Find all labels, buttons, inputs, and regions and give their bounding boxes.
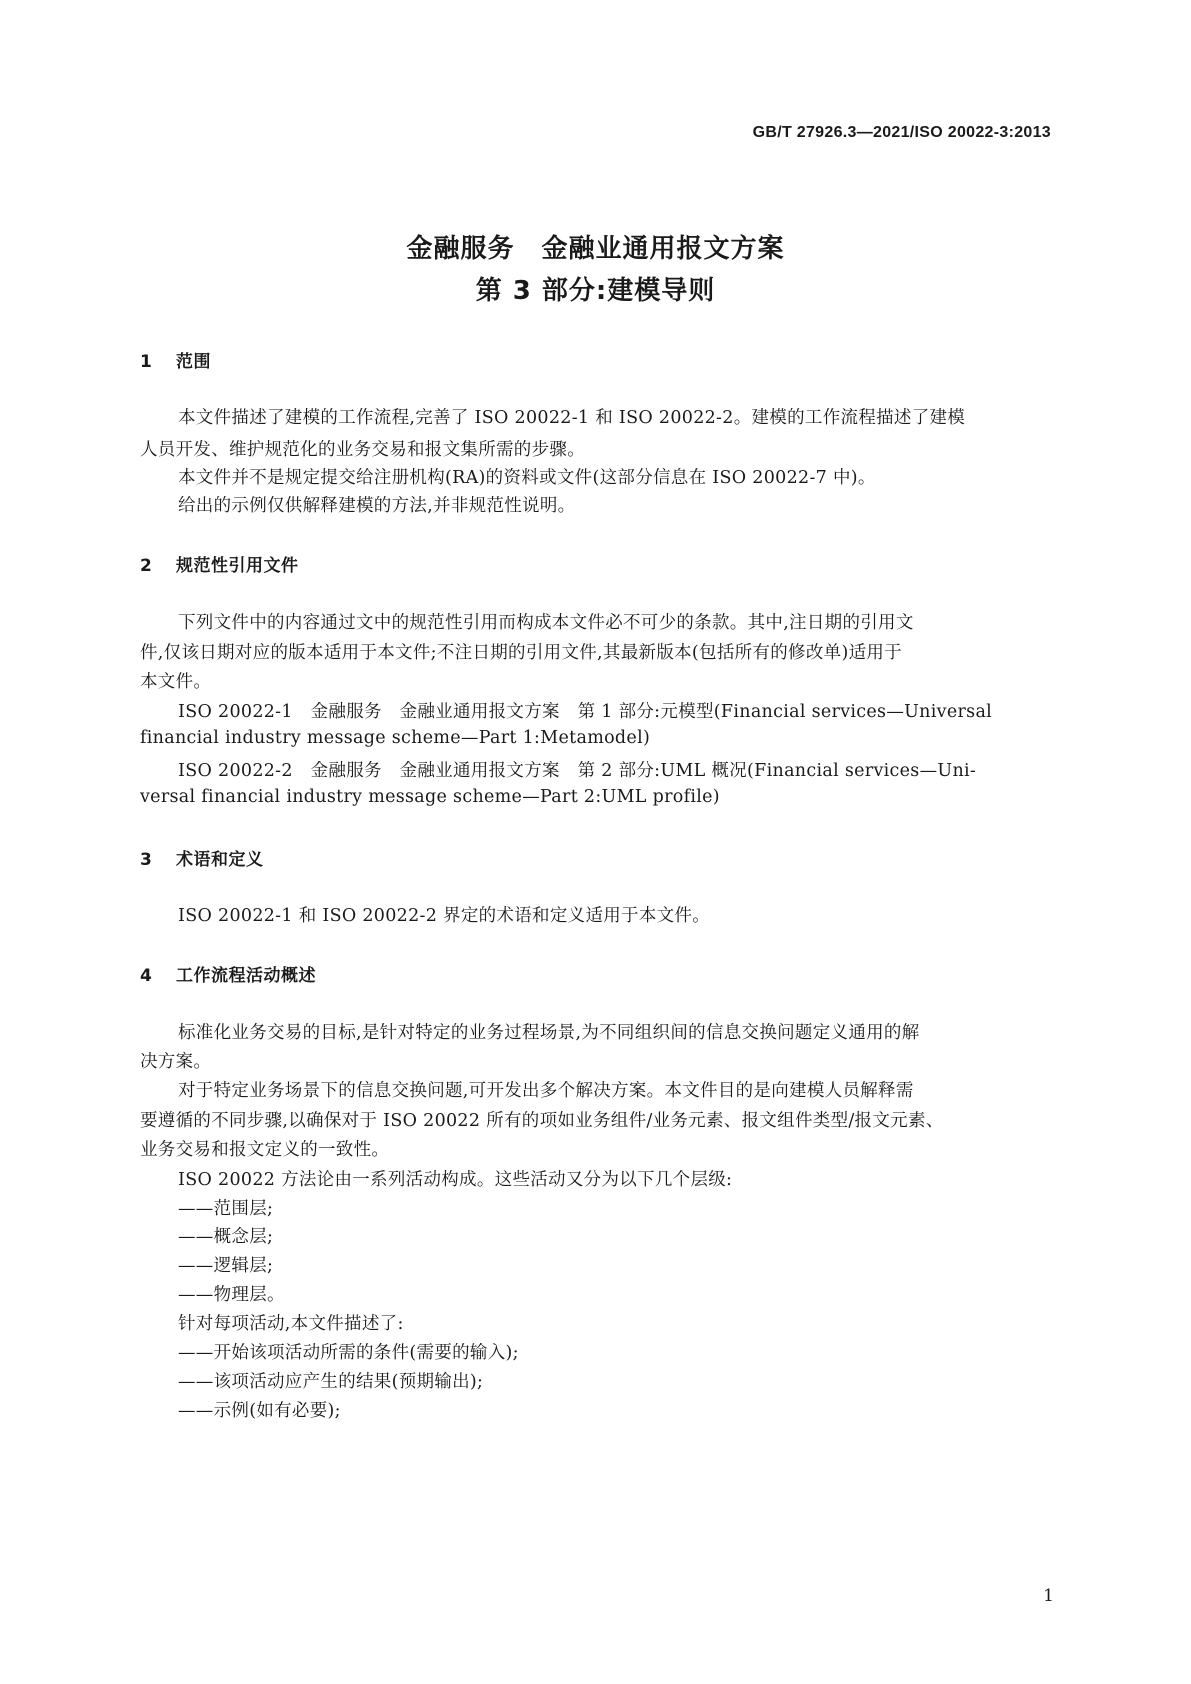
section-title: 范围 [176, 352, 211, 372]
section-4-heading [140, 961, 316, 986]
section-title: 工作流程活动概述 [176, 966, 316, 986]
section-number: 2 [140, 556, 153, 576]
section-title: 术语和定义 [176, 850, 264, 870]
reference-entry-continued: financial industry message scheme—Part 1:Metamodel) [140, 728, 651, 748]
paragraph-line: 人员开发、维护规范化的业务交易和报文集所需的步骤。 [140, 440, 585, 460]
paragraph-line: ISO 20022 方法论由一系列活动构成。这些活动又分为以下几个层级: [178, 1170, 733, 1190]
paragraph-line: ISO 20022-1 和 ISO 20022-2 界定的术语和定义适用于本文件。 [178, 906, 711, 926]
reference-entry: ISO 20022-2 金融服务 金融业通用报文方案 第 2 部分:UML 概况(Financial services—Uni- [178, 761, 977, 781]
list-item: ——物理层。 [178, 1285, 285, 1305]
paragraph-line: 标准化业务交易的目标,是针对特定的业务过程场景,为不同组织间的信息交换问题定义通用的解 [178, 1023, 920, 1043]
paragraph-line: 下列文件中的内容通过文中的规范性引用而构成本文件必不可少的条款。其中,注日期的引用文 [178, 613, 914, 633]
paragraph-line: 业务交易和报文定义的一致性。 [140, 1140, 390, 1160]
section-3-heading [140, 845, 264, 870]
reference-entry-continued: versal financial industry message scheme—Part 2:UML profile) [140, 787, 720, 807]
section-number: 4 [140, 966, 153, 986]
page-number: 1 [1043, 1586, 1054, 1606]
paragraph-line: 针对每项活动,本文件描述了: [178, 1314, 404, 1334]
paragraph-line: 本文件。 [140, 672, 212, 692]
list-item: ——概念层; [178, 1227, 274, 1247]
reference-entry: ISO 20022-1 金融服务 金融业通用报文方案 第 1 部分:元模型(Financial services—Universal [178, 702, 993, 722]
list-item: ——开始该项活动所需的条件(需要的输入); [178, 1343, 519, 1363]
paragraph-line: 要遵循的不同步骤,以确保对于 ISO 20022 所有的项如业务组件/业务元素、报文组件类型/报文元素、 [140, 1111, 944, 1131]
paragraph-line: 件,仅该日期对应的版本适用于本文件;不注日期的引用文件,其最新版本(包括所有的修改单)适用于 [140, 643, 902, 663]
standard-number: GB/T 27926.3—2021/ISO 20022-3:2013 [752, 124, 1051, 141]
paragraph-line: 本文件并不是规定提交给注册机构(RA)的资料或文件(这部分信息在 ISO 20022-7 中)。 [178, 468, 876, 488]
paragraph-line: 对于特定业务场景下的信息交换问题,可开发出多个解决方案。本文件目的是向建模人员解释需 [178, 1081, 914, 1101]
document-subtitle: 第 3 部分:建模导则 [475, 276, 716, 306]
list-item: ——范围层; [178, 1199, 274, 1219]
section-number: 3 [140, 850, 153, 870]
section-number: 1 [140, 352, 153, 372]
document-title: 金融服务 金融业通用报文方案 [406, 234, 785, 264]
section-1-heading [140, 347, 211, 372]
list-item: ——示例(如有必要); [178, 1401, 341, 1421]
section-2-heading [140, 551, 299, 576]
list-item: ——该项活动应产生的结果(预期输出); [178, 1372, 484, 1392]
list-item: ——逻辑层; [178, 1256, 274, 1276]
section-title: 规范性引用文件 [176, 556, 299, 576]
paragraph-line: 本文件描述了建模的工作流程,完善了 ISO 20022-1 和 ISO 20022-2。建模的工作流程描述了建模 [178, 408, 966, 428]
paragraph-line: 决方案。 [140, 1052, 212, 1072]
paragraph-line: 给出的示例仅供解释建模的方法,并非规范性说明。 [178, 496, 576, 516]
